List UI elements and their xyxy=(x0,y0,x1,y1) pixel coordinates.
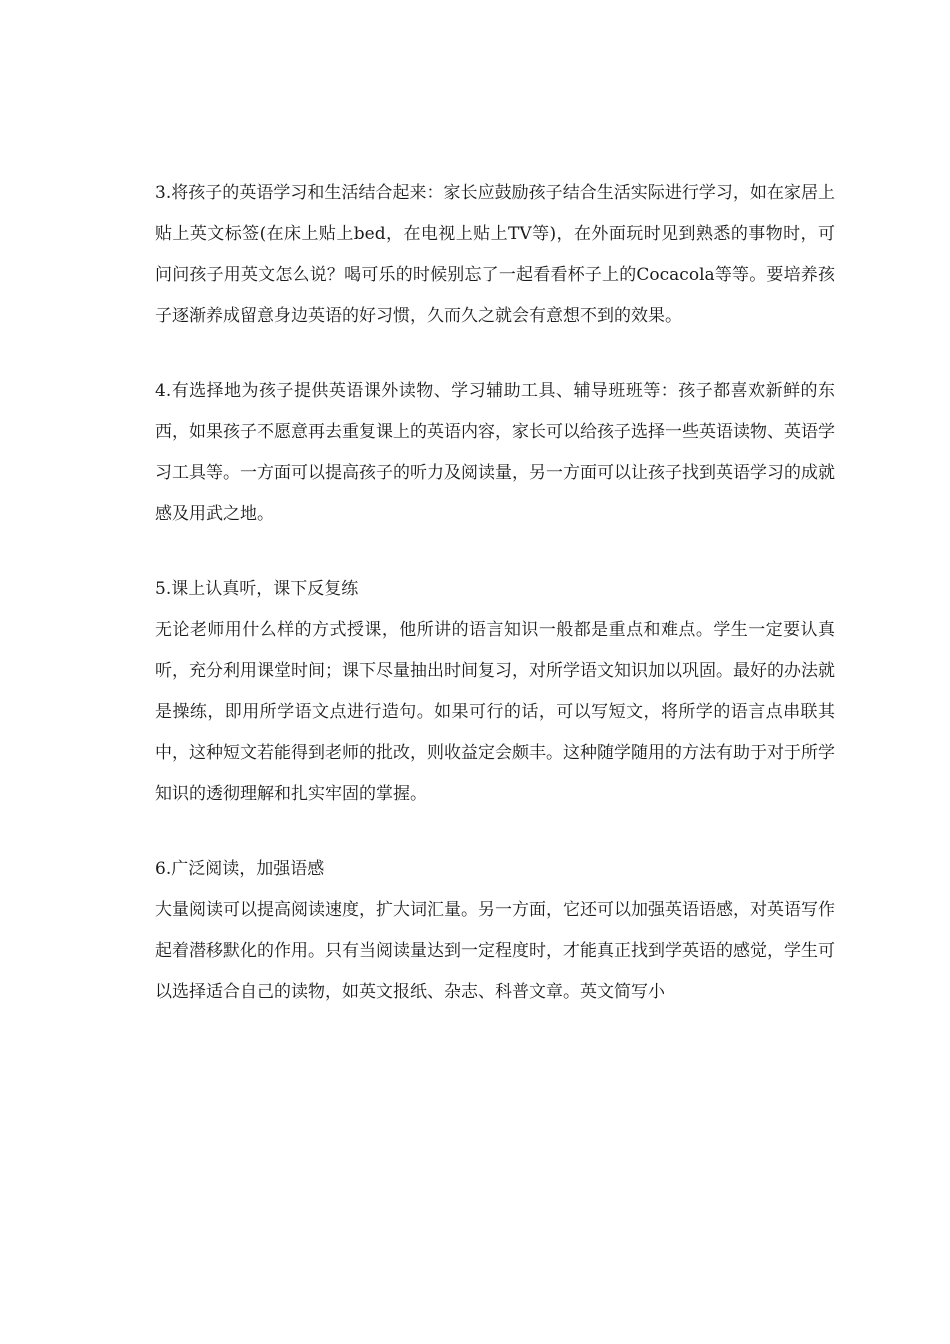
paragraph-gap xyxy=(155,535,835,569)
heading-5: 5.课上认真听，课下反复练 xyxy=(155,579,359,599)
paragraph-6: 大量阅读可以提高阅读速度，扩大词汇量。另一方面，它还可以加强英语语感，对英语写作起着潜移默化的作用。只有当阅读量达到一定程度时，才能真正找到学英语的感觉，学生可以选择适合自己的读物，如英文报纸、杂志、科普文章。英文简写小 xyxy=(155,900,835,1002)
paragraph-gap xyxy=(155,337,835,371)
paragraph-4: 4.有选择地为孩子提供英语课外读物、学习辅助工具、辅导班班等：孩子都喜欢新鲜的东西，如果孩子不愿意再去重复课上的英语内容，家长可以给孩子选择一些英语读物、英语学习工具等。一方面可以提高孩子的听力及阅读量，另一方面可以让孩子找到英语学习的成就感及用武之地。 xyxy=(155,381,835,524)
document-body xyxy=(155,173,835,1013)
paragraph-5: 无论老师用什么样的方式授课，他所讲的语言知识一般都是重点和难点。学生一定要认真听，充分利用课堂时间；课下尽量抽出时间复习，对所学语文知识加以巩固。最好的办法就是操练，即用所学语文点进行造句。如果可行的话，可以写短文，将所学的语言点串联其中，这种短文若能得到老师的批改，则收益定会颇丰。这种随学随用的方法有助于对于所学知识的透彻理解和扎实牢固的掌握。 xyxy=(155,620,835,804)
paragraph-3: 3.将孩子的英语学习和生活结合起来：家长应鼓励孩子结合生活实际进行学习，如在家居上贴上英文标签(在床上贴上bed，在电视上贴上TV等)，在外面玩时见到熟悉的事物时，可问问孩子用英文怎么说？喝可乐的时候别忘了一起看看杯子上的Cocacola等等。要培养孩子逐渐养成留意身边英语的好习惯，久而久之就会有意想不到的效果。 xyxy=(155,183,835,326)
heading-6: 6.广泛阅读，加强语感 xyxy=(155,859,325,879)
paragraph-gap xyxy=(155,815,835,849)
